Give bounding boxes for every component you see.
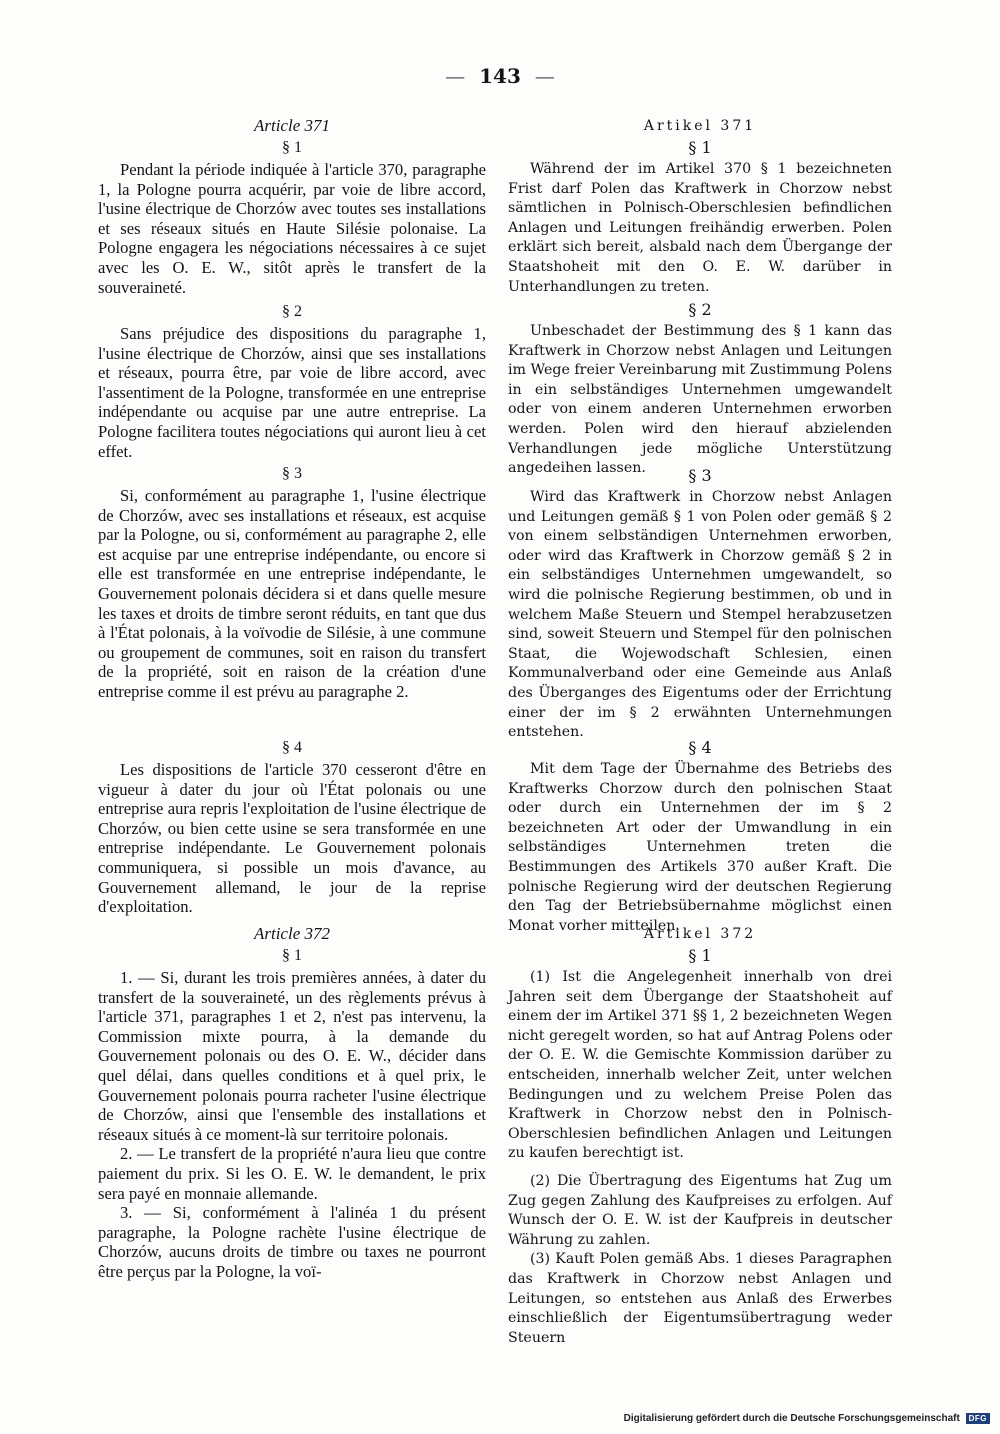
de-art372-p3: (3) Kauft Polen gemäß Abs. 1 dieses Paragraphen das Kraftwerk in Chorzow nebst Anlagen und Leitungen, so entstehen aus Anlaß des Erwerbes einschließlich der Eigentumsübertragung weder Steuern bbox=[508, 1251, 892, 1346]
page-number: 143 bbox=[479, 64, 521, 88]
de-art371-s3-text: Wird das Kraftwerk in Chorzow nebst Anlagen und Leitungen gemäß § 1 von Polen oder gemäß § 2 von einem selbständigen Unternehmen erworben, oder wird das Kraftwerk in Chorzow gemäß § 2 in ein selbständiges Unternehmen umgewandelt, so wird die polnische Regierung bestimmen, ob und in welchem Maße Steuern und Stempel herabzusetzen sind, soweit Steuern und Stempel für den polnischen Staat, die Wojewodschaft Schlesien, einen Kommunalverband oder eine Gemeinde aus Anlaß des Überganges des Eigentums oder der Errichtung einer der im § 2 erwähnten Unternehmungen entstehen. bbox=[508, 489, 892, 741]
fr-art372-title: Article 372 bbox=[253, 924, 330, 943]
fr-art371 bbox=[98, 112, 486, 297]
page-number-line: — 143 — bbox=[445, 64, 555, 88]
fr-art371-title: Article 371 bbox=[253, 116, 330, 135]
de-art372-p1: (1) Ist die Angelegenheit innerhalb von drei Jahren seit dem Übergange der Staatshoheit auf einem der im Artikel 371 §§ 1, 2 bezeichneten Wegen nicht geregelt worden, so hat auf Antrag Polens oder der O. E. W. die Gemischte Kommission darüber zu entscheiden, innerhalb welcher Zeit, unter welchen Bedingungen und zu welchem Preise Polen das Kraftwerk in Chorzow nebst den in Polnisch-Oberschlesien befindlichen Anlagen und Leitungen zu kaufen berechtigt ist. bbox=[508, 969, 892, 1162]
dfg-logo: DFG bbox=[966, 1413, 990, 1424]
de-art371-s2-text: Unbeschadet der Bestimmung des § 1 kann das Kraftwerk in Chorzow nebst Anlagen und Leitungen im Wege freier Vereinbarung mit Zustimmung Polens in ein selbständiges Unternehmen umgewandelt oder von einem anderen Unternehmen erworben werden. Polen wird den hierauf abzielenden Verhandlungen jede mögliche Unterstützung angedeihen lassen. bbox=[508, 323, 892, 477]
fr-art371-s3-title: § 3 bbox=[282, 465, 302, 482]
de-art372 bbox=[508, 920, 892, 1348]
de-art371-s4 bbox=[508, 738, 892, 936]
fr-art371-s2-text: Sans préjudice des dispositions du paragraphe 1, l'usine électrique de Chorzów, ainsi que ses installations et réseaux, pourra être, par voie de libre accord, avec l'assentiment de la Pologne, transformée en une entreprise indépendante ou acquise par une autre entreprise. La Pologne facilitera toutes négociations qui auront lieu à cet effet. bbox=[98, 324, 486, 461]
fr-art371-s3 bbox=[98, 464, 486, 702]
de-art371 bbox=[508, 112, 892, 297]
fr-art371-s2 bbox=[98, 302, 486, 461]
de-art371-s2 bbox=[508, 300, 892, 479]
fr-art371-s4 bbox=[98, 738, 486, 917]
fr-art371-s4-text: Les dispositions de l'article 370 cesseront d'être en vigueur à dater du jour où l'État polonais ou une entreprise aura repris l'exploitation de l'usine électrique de Chorzów, ou bien cette usine se sera transformée en une entreprise indépendante. Le Gouvernement polonais communiquera, si possible un mois d'avance, au Gouvernement allemand, le jour de la reprise d'exploitation. bbox=[98, 760, 486, 917]
footer-text: Digitalisierung gefördert durch die Deutsche Forschungsgemeinschaft bbox=[623, 1413, 960, 1424]
fr-art371-s4-title: § 4 bbox=[282, 739, 302, 756]
de-art372-title: Artikel 372 bbox=[643, 926, 757, 942]
fr-art371-s1-title: § 1 bbox=[282, 139, 302, 156]
fr-art371-s3-text: Si, conformément au paragraphe 1, l'usine électrique de Chorzów, avec ses installations et réseaux, est acquise par la Pologne, ou si, conformément au paragraphe 2, elle est acquise par une entreprise indépendante, ou encore si elle est transformée en une entreprise indépendante, le Gouvernement polonais décidera si et dans quelle mesure les taxes et droits de timbre seront réduits, en tant que dus à l'État polonais, à la voïvodie de Silésie, à une commune ou groupement de communes, soit en raison du transfert de la propriété, soit en raison de la création d'une entreprise comme il est prévu au paragraphe 2. bbox=[98, 486, 486, 701]
de-art371-s4-text: Mit dem Tage der Übernahme des Betriebs des Kraftwerks Chorzow durch den polnischen Staat oder durch ein Unternehmen der im § 2 bezeichneten Art oder der Umwandlung in ein selbständiges Unternehmen treten die Bestimmungen des Artikels 370 außer Kraft. Die polnische Regierung wird der deutschen Regierung den Tag der Betriebsübernahme möglichst einen Monat vorher mitteilen. bbox=[508, 761, 892, 934]
fr-art371-s2-title: § 2 bbox=[282, 303, 302, 320]
fr-art372-p3: 3. — Si, conformément à l'alinéa 1 du présent paragraphe, la Pologne rachète l'usine électrique de Chorzów, aucuns droits de timbre ou taxes ne pourront être perçus par la Pologne, la voï- bbox=[98, 1203, 486, 1281]
fr-art372-p2: 2. — Le transfert de la propriété n'aura lieu que contre paiement du prix. Si les O. E. W. le demandent, le prix sera payé en monnaie allemande. bbox=[98, 1144, 486, 1203]
de-art371-s1-text: Während der im Artikel 370 § 1 bezeichneten Frist darf Polen das Kraftwerk in Chorzow nebst sämtlichen in Polnisch-Oberschlesien befindlichen Anlagen und Leitungen freihändig erwerben. Polen erklärt sich bereit, alsbald nach dem Übergange der Staatshoheit mit den O. E. W. darüber in Unterhandlungen zu treten. bbox=[508, 161, 892, 295]
de-art371-title: Artikel 371 bbox=[643, 118, 757, 134]
fr-art371-s1-text: Pendant la période indiquée à l'article 370, paragraphe 1, la Pologne pourra acquérir, par voie de libre accord, l'usine électrique de Chorzów avec toutes ses installations et ses réseaux situés en Haute Silésie polonaise. La Pologne engagera les négociations nécessaires à ce sujet avec les O. E. W., sitôt après le transfert de la souveraineté. bbox=[98, 160, 486, 297]
de-art371-s4-title: § 4 bbox=[688, 738, 712, 757]
de-art371-s3-title: § 3 bbox=[688, 466, 712, 485]
de-art372-s1-title: § 1 bbox=[688, 946, 712, 965]
de-art371-s1-title: § 1 bbox=[688, 138, 712, 157]
fr-art372 bbox=[98, 920, 486, 1282]
fr-art372-s1-title: § 1 bbox=[282, 947, 302, 964]
de-art372-p2: (2) Die Übertragung des Eigentums hat Zug um Zug gegen Zahlung des Kaufpreises zu erfolgen. Auf Wunsch der O. E. W. ist der Kaufpreis in deutscher Währung zu zahlen. bbox=[508, 1172, 892, 1248]
fr-art372-p1: 1. — Si, durant les trois premières années, à dater du transfert de la souveraineté, un des règlements prévus à l'article 371, paragraphes 1 et 2, n'est pas intervenu, la Commission mixte pourra, à la demande du Gouvernement polonais ou des O. E. W., décider dans quel délai, dans quelles conditions et à quel prix, le Gouvernement polonais pourra racheter l'usine électrique de Chorzów, ainsi que l'ensemble des installations et réseaux situés à ce moment-là sur territoire polonais. bbox=[98, 968, 486, 1144]
de-art371-s3 bbox=[508, 466, 892, 743]
digitization-footer bbox=[624, 1413, 990, 1424]
de-art371-s2-title: § 2 bbox=[688, 300, 712, 319]
